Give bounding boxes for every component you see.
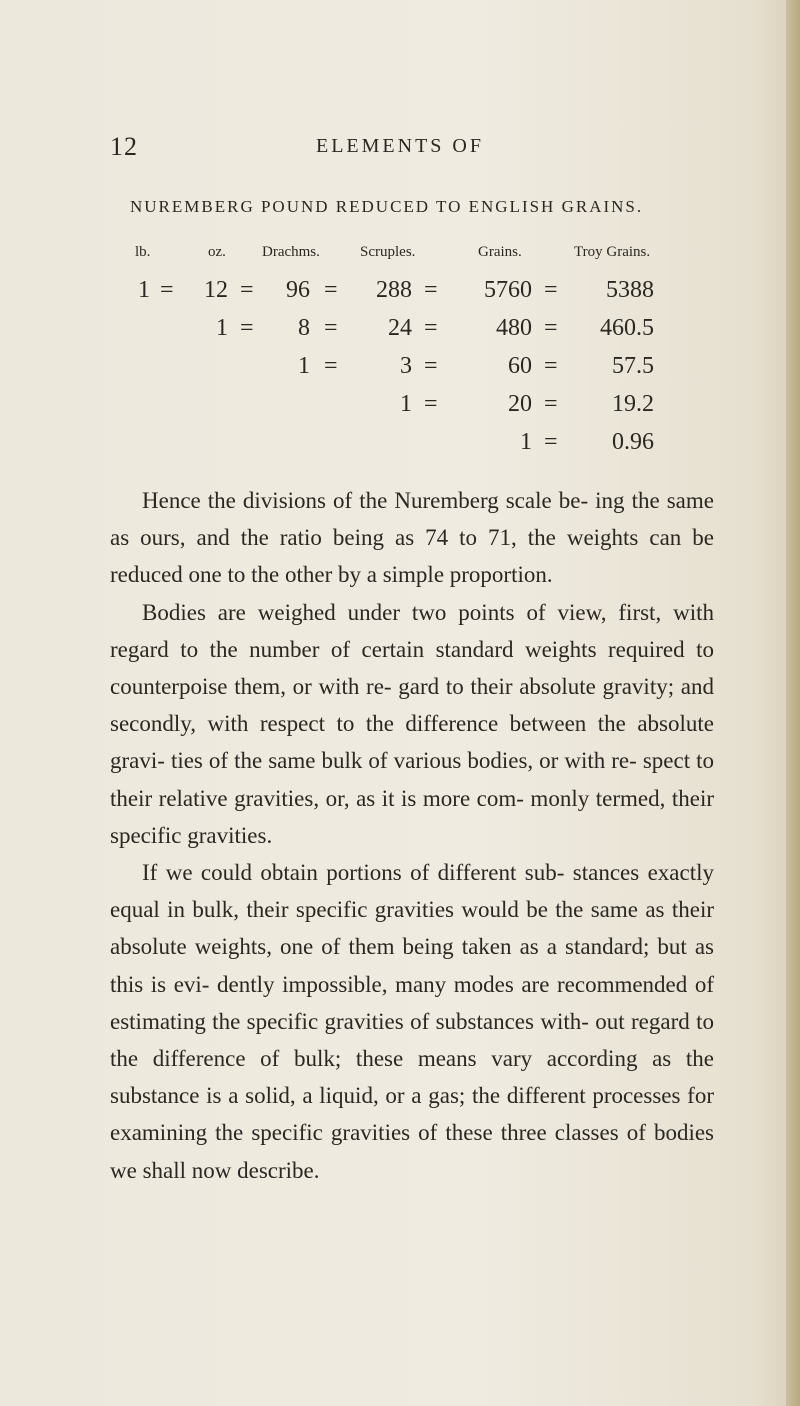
equals-sign: = — [544, 391, 558, 417]
paragraph: If we could obtain portions of different sub- stances exactly equal in bulk, their specific gravities would be the same as their absolute weights, one of them being taken as a standard; but as this is evi- dently impossible, many modes are recommended of estimating the specific gravities of substances with- out regard to the difference of bulk; these means vary according as the substance is a solid, a liquid, or a gas; the different processes for examining the specific gravities of these three classes of bodies we shall now describe. — [110, 860, 714, 1183]
table-cell: 1 — [138, 277, 150, 303]
table-cell: 480 — [496, 315, 532, 341]
table-cell: 5760 — [484, 277, 532, 303]
page-number: 12 — [110, 132, 138, 161]
table-cell: 8 — [298, 315, 310, 341]
column-header: Troy Grains. — [574, 244, 651, 260]
column-header: Grains. — [478, 244, 522, 260]
paragraph: Bodies are weighed under two points of view, first, with regard to the number of certain standard weights required to counterpoise them, or with re- gard to their absolute gravity; and secondly, with respect to the difference between the absolute gravi- ties of the same bulk of various bodies, or with re- spect to their relative gravities, or, as it is more com- monly termed, their specific gravities. — [110, 599, 714, 848]
table-cell: 20 — [508, 391, 532, 417]
equals-sign: = — [544, 429, 558, 455]
equals-sign: = — [544, 315, 558, 341]
table-cell: 12 — [204, 277, 228, 303]
equals-sign: = — [240, 277, 254, 303]
equals-sign: = — [424, 315, 438, 341]
table-cell: 1 — [400, 391, 412, 417]
equals-sign: = — [424, 277, 438, 303]
paragraph: Hence the divisions of the Nuremberg scale be- ing the same as ours, and the ratio being as 74 to 71, the weights can be reduced one to the other by a simple proportion. — [110, 488, 714, 588]
table-title: NUREMBERG POUND REDUCED TO ENGLISH GRAINS. — [130, 197, 644, 216]
table-cell: 288 — [376, 277, 412, 303]
column-header: oz. — [208, 244, 226, 260]
table-cell: 460.5 — [600, 315, 654, 341]
table-cell: 1 — [520, 429, 532, 455]
equals-sign: = — [424, 391, 438, 417]
table-cell: 3 — [400, 353, 412, 379]
table-cell: 5388 — [606, 277, 654, 303]
running-head: ELEMENTS OF — [316, 135, 484, 157]
table-cell: 60 — [508, 353, 532, 379]
table-cell: 96 — [286, 277, 310, 303]
column-header: lb. — [135, 244, 151, 260]
table-cell: 1 — [298, 353, 310, 379]
table-cell: 1 — [216, 315, 228, 341]
equals-sign: = — [544, 353, 558, 379]
equals-sign: = — [324, 277, 338, 303]
equals-sign: = — [324, 315, 338, 341]
table-cell: 0.96 — [612, 429, 654, 455]
equals-sign: = — [160, 277, 174, 303]
body-text — [110, 482, 714, 1189]
table-cell: 57.5 — [612, 353, 654, 379]
column-header: Scruples. — [360, 244, 416, 260]
table-cell: 19.2 — [612, 391, 654, 417]
page-edge — [786, 0, 800, 1406]
column-header: Drachms. — [262, 244, 320, 260]
equals-sign: = — [324, 353, 338, 379]
equals-sign: = — [424, 353, 438, 379]
table-cell: 24 — [388, 315, 412, 341]
equals-sign: = — [544, 277, 558, 303]
equals-sign: = — [240, 315, 254, 341]
